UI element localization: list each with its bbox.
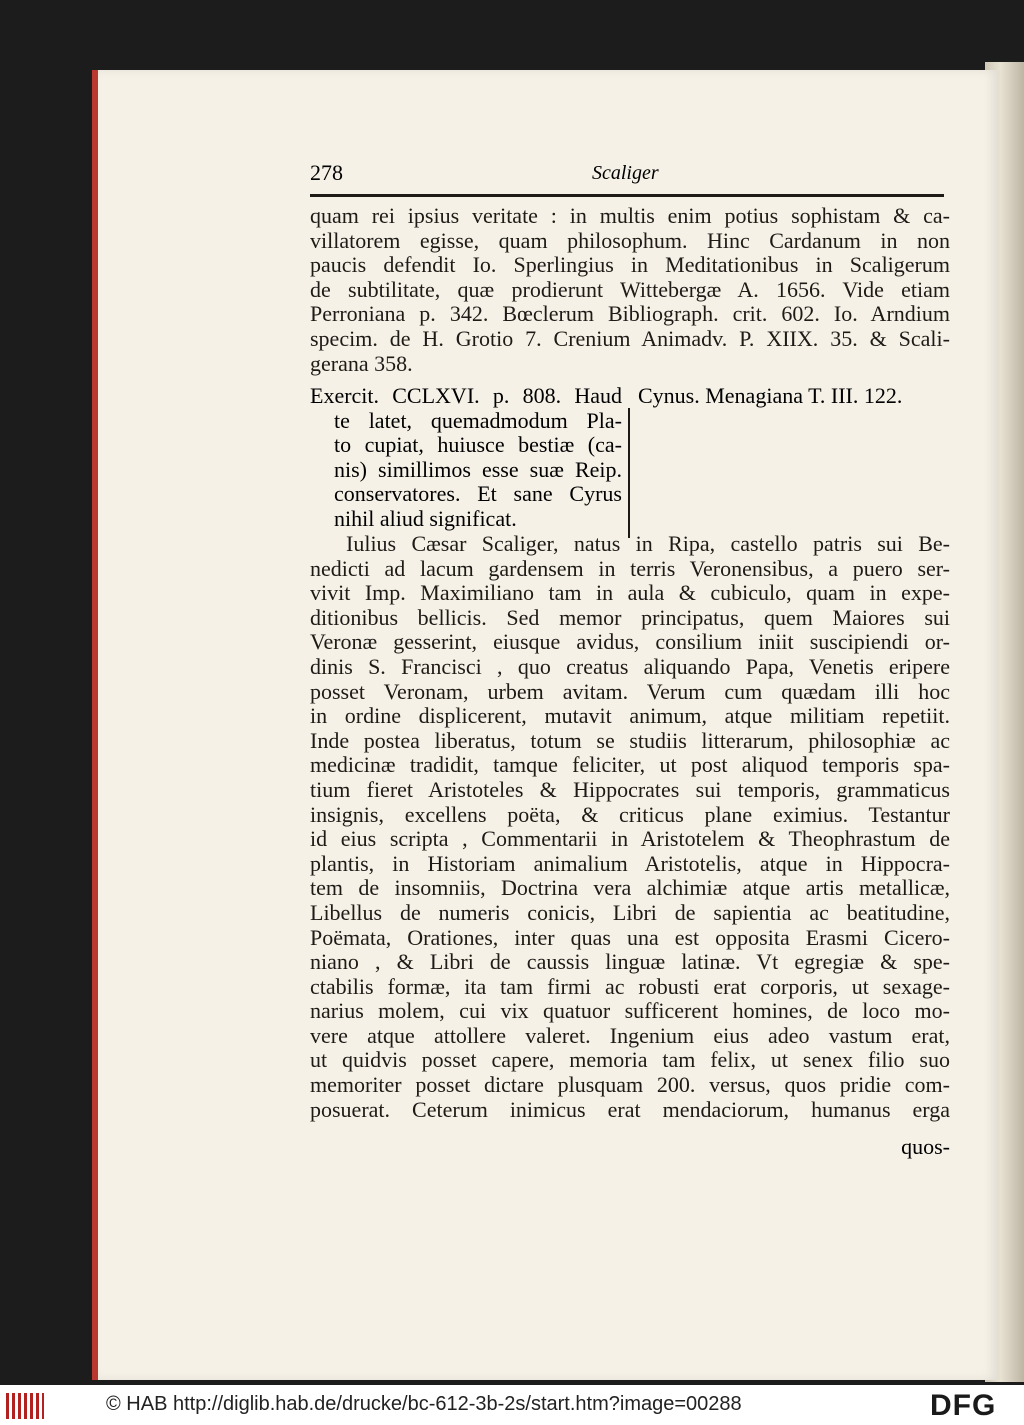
dfg-logo: DFG [930, 1389, 997, 1422]
column-divider [628, 408, 630, 538]
text-line: ditionibus bellicis. Sed memor principatus, quem Maiores sui [310, 604, 950, 630]
page-number: 278 [310, 160, 343, 185]
text-line: plantis, in Historiam animalium Aristotelis, atque in Hippocra- [310, 850, 950, 876]
text-line: Veronæ gesserint, eiusque avidus, consilium iniit suscipiendi or- [310, 629, 950, 655]
text-line: tium fieret Aristoteles & Hippocrates sui temporis, grammaticus [310, 776, 950, 802]
catchword: quos- [901, 1134, 950, 1159]
text-line: narius molem, cui vix quatuor sufficerent homines, de loco mo- [310, 998, 950, 1024]
text-line: nedicti ad lacum gardensem in terris Veronensibus, a puero ser- [310, 555, 950, 581]
source-credit-link[interactable]: © HAB http://diglib.hab.de/drucke/bc-612-3b-2s/start.htm?image=00288 [106, 1393, 742, 1415]
text-line: to cupiat, huiusce bestiæ (ca- [334, 432, 622, 458]
text-line: paucis defendit Io. Sperlingius in Meditationibus in Scaligerum [310, 252, 950, 278]
text-line: niano , & Libri de caussis linguæ latinæ. Vt egregiæ & spe- [310, 949, 950, 975]
text-line: Libellus de numeris conicis, Libri de sapientia ac beatitudine, [310, 899, 950, 925]
hab-barcode-icon [6, 1393, 44, 1419]
text-line: posuerat. Ceterum inimicus erat mendaciorum, humanus erga [310, 1096, 950, 1122]
exercit-right-column: Cynus. Menagiana T. III. 122. [638, 383, 903, 408]
text-line: conservatores. Et sane Cyrus [334, 481, 622, 507]
text-line: dinis S. Francisci , quo creatus aliquando Papa, Venetis eripere [310, 653, 950, 679]
text-line: specim. de H. Grotio 7. Crenium Animadv. P. XIIX. 35. & Scali- [310, 325, 950, 351]
text-line: villatorem egisse, quam philosophum. Hinc Cardanum in non [310, 227, 950, 253]
running-title: Scaliger [592, 162, 659, 184]
main-paragraph [310, 532, 950, 1122]
text-line: vivit Imp. Maximiliano tam in aula & cubiculo, quam in expe- [310, 580, 950, 606]
running-head [310, 160, 944, 194]
text-line: Exercit. CCLXVI. p. 808. Haud [310, 383, 622, 408]
text-line: quam rei ipsius veritate : in multis enim potius sophistam & ca- [310, 203, 950, 228]
text-line: nis) simillimos esse suæ Reip. [334, 456, 622, 482]
exercit-left-column [310, 384, 622, 532]
text-line: in ordine displicerent, mutavit animum, atque militiam repetiit. [310, 703, 950, 729]
text-line: de subtilitate, quæ prodierunt Wittebergæ A. 1656. Vide etiam [310, 276, 950, 302]
text-line: nihil aliud significat. [334, 505, 517, 531]
text-line: id eius scripta , Commentarii in Aristotelem & Theophrastum de [310, 826, 950, 852]
text-line: Inde postea liberatus, totum se studiis litterarum, philosophiæ ac [310, 727, 950, 753]
header-rule [310, 194, 944, 197]
text-line: Perroniana p. 342. Bœclerum Bibliograph. crit. 602. Io. Arndium [310, 301, 950, 327]
text-line: insignis, excellens poëta, & criticus plane eximius. Testantur [310, 801, 950, 827]
text-line: gerana 358. [310, 350, 413, 376]
text-line: Poëmata, Orationes, inter quas una est opposita Erasmi Cicero- [310, 924, 950, 950]
text-line: memoriter posset dictare plusquam 200. versus, quos pridie com- [310, 1072, 950, 1098]
text-line: posset Veronam, urbem avitam. Verum cum quædam illi hoc [310, 678, 950, 704]
text-line: ctabilis formæ, ita tam firmi ac robusti erat corporis, ut sexage- [310, 973, 950, 999]
footer-bar [0, 1385, 1024, 1425]
text-line: medicinæ tradidit, tamque feliciter, ut post aliquod temporis spa- [310, 752, 950, 778]
text-line: ut quidvis posset capere, memoria tam felix, ut senex filio suo [310, 1047, 950, 1073]
text-line: te latet, quemadmodum Pla- [334, 407, 622, 433]
text-line: vere atque attollere valeret. Ingenium eius adeo vastum erat, [310, 1022, 950, 1048]
text-line: Iulius Cæsar Scaliger, natus in Ripa, castello patris sui Be- [346, 531, 950, 556]
text-line: tem de insomniis, Doctrina vera alchimiæ atque artis metallicæ, [310, 875, 950, 901]
top-paragraph [310, 204, 950, 376]
